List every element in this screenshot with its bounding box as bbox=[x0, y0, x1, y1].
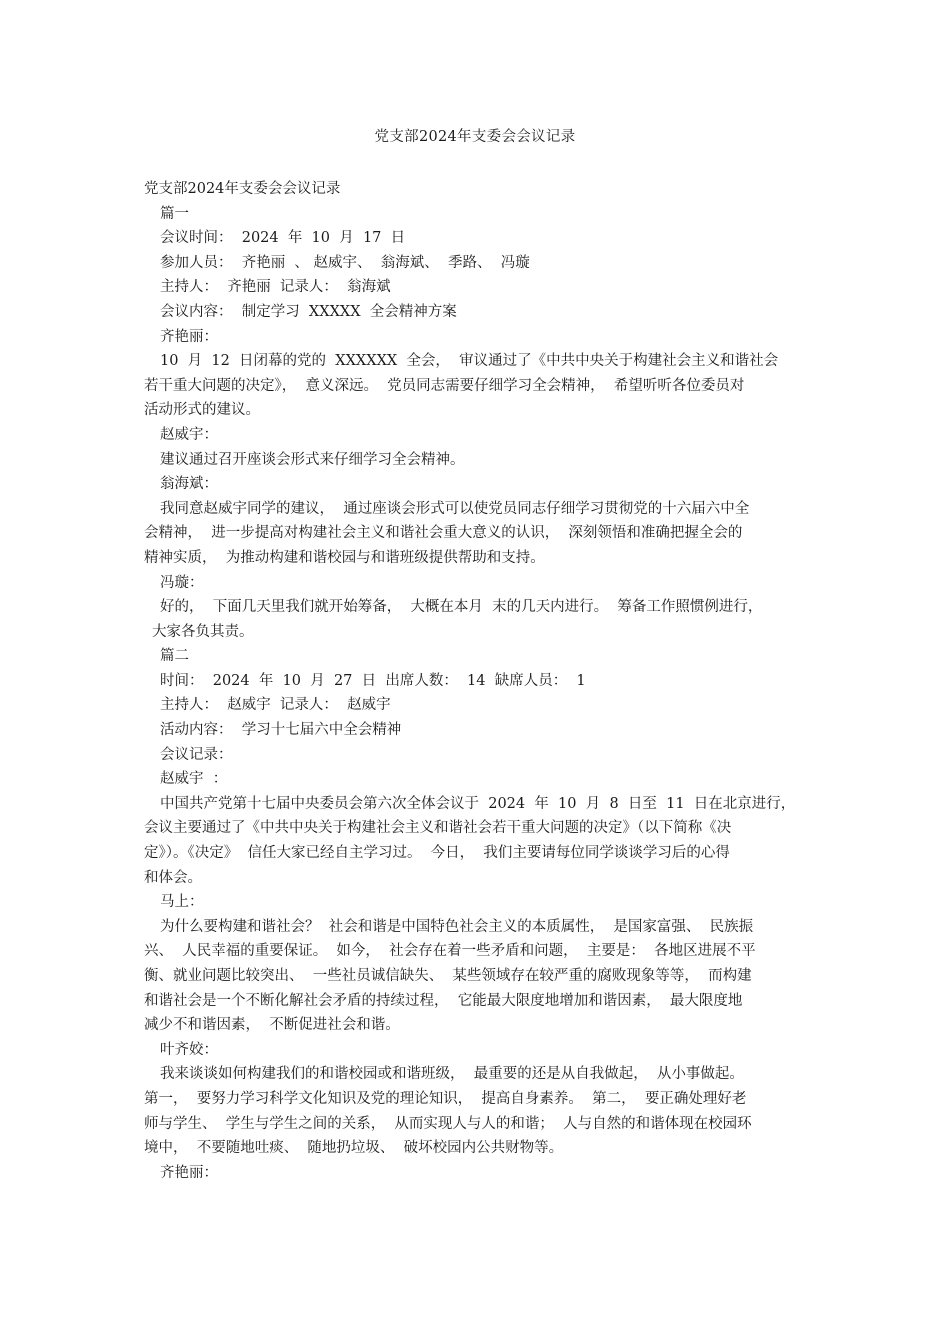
body-line: 好的， 下面几天里我们就开始筹备， 大概在本月 末的几天内进行。 筹备工作照惯例进行， bbox=[160, 599, 763, 616]
body-line: 会议记录： bbox=[160, 746, 233, 763]
body-line: 活动内容： 学习十七届六中全会精神 bbox=[160, 722, 402, 739]
body-line: 我来谈谈如何构建我们的和谐校园或和谐班级， 最重要的还是从自我做起， 从小事做起。 bbox=[160, 1066, 744, 1083]
body-line: 赵威宇 ： bbox=[160, 771, 228, 788]
body-line: 中国共产党第十七届中央委员会第六次全体会议于 2024 年 10 月 8 日至 11 日在北京进行， bbox=[160, 795, 796, 812]
body-line: 党支部2024年支委会会议记录 bbox=[144, 181, 341, 197]
body-line: 马上： bbox=[160, 894, 204, 911]
body-line: 主持人： 齐艳丽 记录人： 翁海斌 bbox=[160, 279, 391, 296]
body-line: 参加人员： 齐艳丽 、 赵威宇、 翁海斌、 季路、 冯璇 bbox=[160, 254, 530, 271]
body-line: 师与学生、 学生与学生之间的关系， 从而实现人与人的和谐； 人与自然的和谐体现在校园环 bbox=[144, 1115, 752, 1132]
body-line: 定》）。《决定》 信任大家已经自主学习过。 今日， 我们主要请每位同学谈谈学习后的心得 bbox=[144, 845, 730, 862]
body-line: 减少不和谐因素， 不断促进社会和谐。 bbox=[144, 1017, 400, 1034]
document-title: 党支部2024年支委会会议记录 bbox=[374, 129, 576, 145]
body-line: 齐艳丽： bbox=[160, 1164, 218, 1181]
body-line: 和体会。 bbox=[144, 869, 202, 886]
body-line: 精神实质， 为推动构建和谐校园与和谐班级提供帮助和支持。 bbox=[144, 549, 545, 566]
body-line: 会议时间： 2024 年 10 月 17 日 bbox=[160, 230, 406, 247]
body-line: 主持人： 赵威宇 记录人： 赵威宇 bbox=[160, 697, 391, 714]
body-line: 齐艳丽： bbox=[160, 328, 218, 345]
body-line: 时间： 2024 年 10 月 27 日 出席人数： 14 缺席人员： 1 bbox=[160, 672, 586, 689]
body-line: 冯璇： bbox=[160, 574, 204, 591]
body-line: 篇一 bbox=[160, 205, 189, 222]
body-line: 会精神， 进一步提高对构建社会主义和谐社会重大意义的认识， 深刻领悟和准确把握全会的 bbox=[144, 525, 743, 542]
body-line: 兴、 人民幸福的重要保证。 如今， 社会存在着一些矛盾和问题， 主要是： 各地区进展不平 bbox=[144, 943, 756, 960]
body-line: 会议内容： 制定学习 XXXXX 全会精神方案 bbox=[160, 303, 457, 320]
body-line: 第一， 要努力学习科学文化知识及党的理论知识， 提高自身素养。 第二， 要正确处理好老 bbox=[144, 1090, 747, 1107]
body-line: 建议通过召开座谈会形式来仔细学习全会精神。 bbox=[160, 451, 465, 468]
body-line: 活动形式的建议。 bbox=[144, 402, 260, 419]
body-line: 衡、就业问题比较突出、 一些社员诚信缺失、 某些领域存在较严重的腐败现象等等， 而构建 bbox=[144, 968, 752, 984]
body-line: 境中， 不要随地吐痰、 随地扔垃圾、 破坏校园内公共财物等。 bbox=[144, 1140, 564, 1157]
document-body bbox=[144, 177, 824, 1185]
body-line: 10 月 12 日闭幕的党的 XXXXXX 全会， 审议通过了《中共中央关于构建社会主义和谐社会 bbox=[160, 353, 779, 370]
body-line: 大家各负其责。 bbox=[152, 623, 254, 640]
body-line: 若干重大问题的决定》， 意义深远。 党员同志需要仔细学习全会精神， 希望听听各位委员对 bbox=[144, 377, 745, 394]
body-line: 翁海斌： bbox=[160, 476, 218, 493]
body-line: 赵威宇： bbox=[160, 426, 218, 443]
body-line: 叶齐姣： bbox=[160, 1041, 218, 1058]
body-line: 篇二 bbox=[160, 648, 189, 665]
body-line: 和谐社会是一个不断化解社会矛盾的持续过程， 它能最大限度地增加和谐因素， 最大限度地 bbox=[144, 992, 743, 1009]
body-line: 会议主要通过了《中共中央关于构建社会主义和谐社会若干重大问题的决定》（以下简称《决 bbox=[144, 820, 732, 837]
body-line: 我同意赵威宇同学的建议， 通过座谈会形式可以使党员同志仔细学习贯彻党的十六届六中全 bbox=[160, 500, 750, 517]
body-line: 为什么要构建和谐社会？ 社会和谐是中国特色社会主义的本质属性， 是国家富强、 民族振 bbox=[160, 918, 754, 935]
